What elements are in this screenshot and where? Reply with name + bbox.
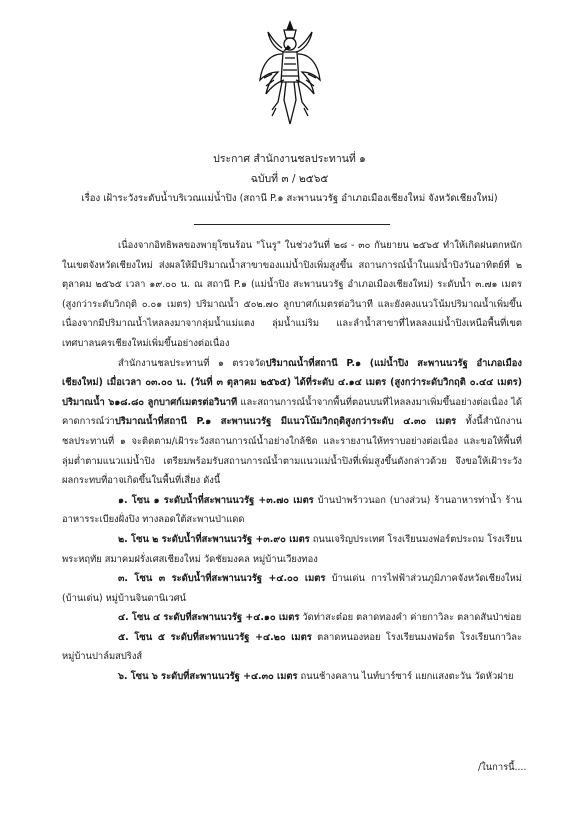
zone-areas: ตลาดหนองหอย โรงเรียนมงฟอร์ต โรงเรียนกาวิละ หมู่บ้านปาล์มสปริงส์ [62, 631, 522, 663]
zone-areas: ถนนช้างคลาน ไนท์บาร์ซาร์ แยกแสงตะวัน วัดหัวฝาย [297, 671, 514, 683]
zone-areas: ถนนเจริญประเทศ โรงเรียนมงฟอร์ตประถม โรงเรียนพระหฤทัย สมาคมฝรั่งเศสเชียงใหม่ วัดชัยมงคล หมู่บ้านเวียงทอง [62, 533, 522, 565]
zone-label: ๑. โซน ๑ ระดับน้ำที่สะพานนวรัฐ +๓.๗๐ เมตร [118, 494, 314, 506]
zone-label: ๒. โซน ๒ ระดับน้ำที่สะพานนวรัฐ +๓.๙๐ เมตร [118, 533, 310, 545]
zone-item [62, 628, 522, 667]
announcement-number: ฉบับที่ ๓ / ๒๕๖๕ [250, 173, 329, 185]
zone-label: ๓. โซน ๓ ระดับน้ำที่สะพานนวรัฐ +๔.๐๐ เมตร [118, 573, 326, 585]
paragraph-measurement-bold-2: ปริมาณน้ำที่สถานี P.๑ สะพานนวรัฐ มีแนวโน้มวิกฤติสูงกว่าระดับ ๔.๓๐ เมตร [114, 416, 457, 428]
paragraph-measurement-text-3: ทั้งนี้สำนักงานชลประทานที่ ๑ จะติดตาม/เฝ้าระวังสถานการณ์น้ำอย่างใกล้ชิด และรายงานให้ทราบอย่างต่อเนื่อง และขอให้พื้นที่ลุ่มต่ำตามแนวแม่น้ำปิง เตรียมพร้อมรับสถานการณ์น้ำตามแนวแม่น้ำปิงที่เพิ่มสูงขึ้นดังกล่าวด้วย จึงขอให้เฝ้าระวังผลกระทบที่อาจเกิดขึ้นในพื้นที่เสี่ยง ดังนี้ [62, 416, 523, 487]
continuation-marker: /ในการนี้.... [478, 762, 527, 773]
zone-item [62, 667, 522, 687]
zone-item [62, 491, 522, 530]
zone-areas: บ้านเด่น การไฟฟ้าส่วนภูมิภาคจังหวัดเชียงใหม่ (บ้านเด่น) หมู่บ้านจินดานิเวศน์ [62, 573, 522, 604]
zone-label: ๖. โซน ๖ ระดับที่สะพานนวรัฐ +๔.๓๐ เมตร [118, 671, 298, 683]
paragraph-measurement-bold-1: ปริมาณน้ำที่สถานี P.๑ (แม่น้ำปิง สะพานนวรัฐ อำเภอเมืองเชียงใหม่) เมื่อเวลา ๐๓.๐๐ น. (วันที่ ๓ ตุลาคม ๒๕๖๕) ได้ที่ระดับ ๔.๑๔ เมตร (สูงกว่าระดับวิกฤติ ๐.๔๔ เมตร) ปริมาณน้ำ ๖๑๘.๘๐ ลูกบาศก์เมตรต่อวินาที [62, 357, 522, 408]
zone-areas: วัดท่าสะต๋อย ตลาดทองคำ ค่ายกาวิละ ตลาดสันป่าข่อย [299, 612, 522, 624]
zone-item [62, 608, 522, 628]
zone-label: ๕. โซน ๕ ระดับที่สะพานนวรัฐ +๔.๒๐ เมตร [118, 631, 312, 643]
paragraph-measurement [62, 354, 522, 491]
announcement-title: ประกาศ สำนักงานชลประทานที่ ๑ [213, 153, 366, 165]
zone-item [62, 530, 522, 569]
announcement-subject: เรื่อง เฝ้าระวังระดับน้ำบริเวณแม่น้ำปิง (สถานี P.๑ สะพานนวรัฐ อำเภอเมืองเชียงใหม่ จังหวัดเชียงใหม่) [81, 193, 498, 204]
paragraph-measurement-text-2: และสถานการณ์น้ำจากพื้นที่ตอนบนที่ไหลลงมาเพิ่มขึ้นอย่างต่อเนื่อง ได้คาดการณ์ว่า [62, 396, 523, 428]
garuda-emblem-icon [258, 20, 322, 128]
zone-item [62, 569, 522, 608]
divider [194, 224, 390, 225]
zone-areas: บ้านป่าพร้าวนอก (บางส่วน) ร้านอาหารท่าน้ำ ร้านอาหารระเบียงฝั่งปิง ทางลอดใต้สะพานป่าแดด [62, 494, 522, 526]
zone-label: ๔. โซน ๔ ระดับที่สะพานนวรัฐ +๔.๑๐ เมตร [118, 612, 300, 624]
paragraph-background: เนื่องจากอิทธิพลของพายุโซนร้อน "โนรู" ในช่วงวันที่ ๒๘ - ๓๐ กันยายน ๒๕๖๕ ทำให้เกิดฝนตกหนักในเขตจังหวัดเชียงใหม่ ส่งผลให้มีปริมาณน้ำสาขาของแม่น้ำปิงเพิ่มสูงขึ้น สถานการณ์น้ำในแม่น้ำปิงวันอาทิตย์ที่ ๒ ตุลาคม ๒๕๖๕ เวลา ๑๙.๐๐ น. ณ สถานี P.๑ (แม่น้ำปิง สะพานนวรัฐ อำเภอเมืองเชียงใหม่) ระดับน้ำ ๓.๗๑ เมตร (สูงกว่าระดับวิกฤติ ๐.๐๑ เมตร) ปริมาณน้ำ ๕๐๒.๗๐ ลูกบาศก์เมตรต่อวินาที และยังคงแนวโน้มปริมาณน้ำเพิ่มขึ้น เนื่องจากมีปริมาณน้ำไหลลงมาจากลุ่มน้ำแม่แตง ลุ่มน้ำแม่ริม และลำน้ำสาขาที่ไหลลงแม่น้ำปิงเหนือพื้นที่เขตเทศบาลนครเชียงใหม่เพิ่มขึ้นอย่างต่อเนื่อง [62, 240, 522, 349]
paragraph-measurement-text-1: สำนักงานชลประทานที่ ๑ ตรวจวัด [118, 357, 266, 369]
document-body [62, 236, 522, 687]
